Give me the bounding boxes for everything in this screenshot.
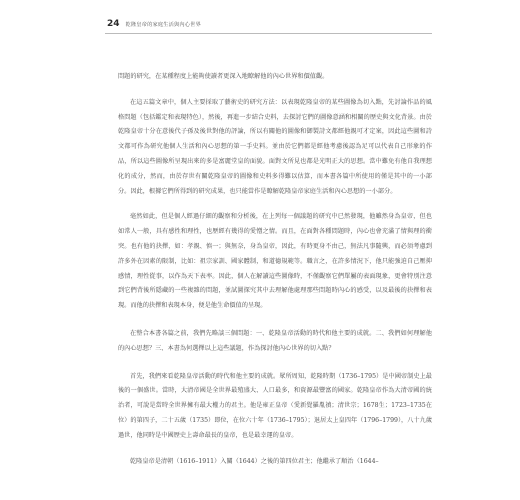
paragraph: 首先，我們來看乾隆皇帝活動的時代和他主要的成就。眾所周知，乾隆時期（1736–1795）是中國帝制史上最後的一個盛世。當時，大清帝國是全世界最殖盛大、人口最多，和資源最豐富的國家。乾隆皇帝作為大清帝國的統治者，可說是當時全世界擁有最大權力的君主。他是雍正皇帝（愛新覺羅胤禛；清世宗；1678生；1723–1735在位）的第四子，二十五歲（1735）即位，在位六十年（1736–1795）；退居太上皇四年（1796–1799），八十九歲過世，他同時是中國歷史上壽命最長的皇帝，也是最幸運的皇帝。 [118, 372, 432, 439]
paragraph: 在整合本書各篇之前，我們先略談三個問題：一、乾隆皇帝活動的時代和他主要的成就。二、我們如何理解他的內心思想？三、本書為何選擇以上這些議題，作為探討他內心世界的切入點？ [118, 329, 432, 352]
paragraph-continuation: 問題的研究，在某種程度上能夠使讀者更深入地瞭解他的內心世界和價值觀。 [118, 73, 329, 80]
running-title: 乾隆皇帝的家庭生活與內心世界 [125, 22, 201, 28]
paragraph: 毫然如此，但是個人經過仔細的觀察和分析後，在上列每一個議題的研究中已然發現，他雖然身為皇帝，但也如常人一般，具有感性和理性，也歷經有幾得的愛憎之情。而且，在面對各種問題時，內心也會充滿了情與理的衝突。也有他的抉擇，如：孝親、慎一；與無奈，身為皇帝，因此，有時更身不由己，無法凡事隨興，而必須考慮到許多外在因素的限制，比如：祖宗家訓、國家體制，和道德規範等。職言之，在許多情況下，他只能強迫自己壓抑感情，理性從事，以作為天下表率。因此，個人在解讀這些圖像時，不僅觀察它們單屬的表面現象，更會特別注意到它們背後所隱藏的一些複雜的問題，並試圖探究其中去理解他處理那些問題時內心的感受，以及最後的抉擇和表現。而他的抉擇和表現本身，便是他生命價值的呈現。 [118, 213, 432, 310]
paragraph: 乾隆皇帝是清朝（1616–1911）入關（1644）之後的第四位君主；他繼承了順治（1644– [130, 457, 379, 465]
paragraph: 在這五篇文章中，個人主要採取了藝術史的研究方法：以表現乾隆皇帝的某些圖像為切入點，先討論作品的風格問題（包括鑑定和表現特色），然後，再進一步結合史料，去探討它們的圖像意涵和相關的歷史與文化背景。由於乾隆皇帝十分在意後代子孫及後世對他的評論，所以有關他的圖像和御製詩文都經他親可才定案，因此這些圖和詩文都可作為研究他個人生活和內心思想的第一手史料。並由於它們都是經他考慮後認為足可以代表自己形象的作品，所以這些圖像所呈現出來的多是富麗堂皇的面貌。面對文所見也都是光明正大的思想。當中難免有他自我理想化的成分，然而，由於存世有關乾隆皇帝的圖像和史料多得難以估算，而本書各篇中所使用的僅是其中的一小部分。因此，根據它們所得到的研究成果，也只能當作是瞭解乾隆皇帝家庭生活和內心思想的一小部分。 [118, 98, 432, 195]
page-number: 24 [107, 19, 120, 29]
running-header [107, 19, 201, 29]
header-divider [105, 33, 432, 34]
body-text [118, 70, 432, 469]
